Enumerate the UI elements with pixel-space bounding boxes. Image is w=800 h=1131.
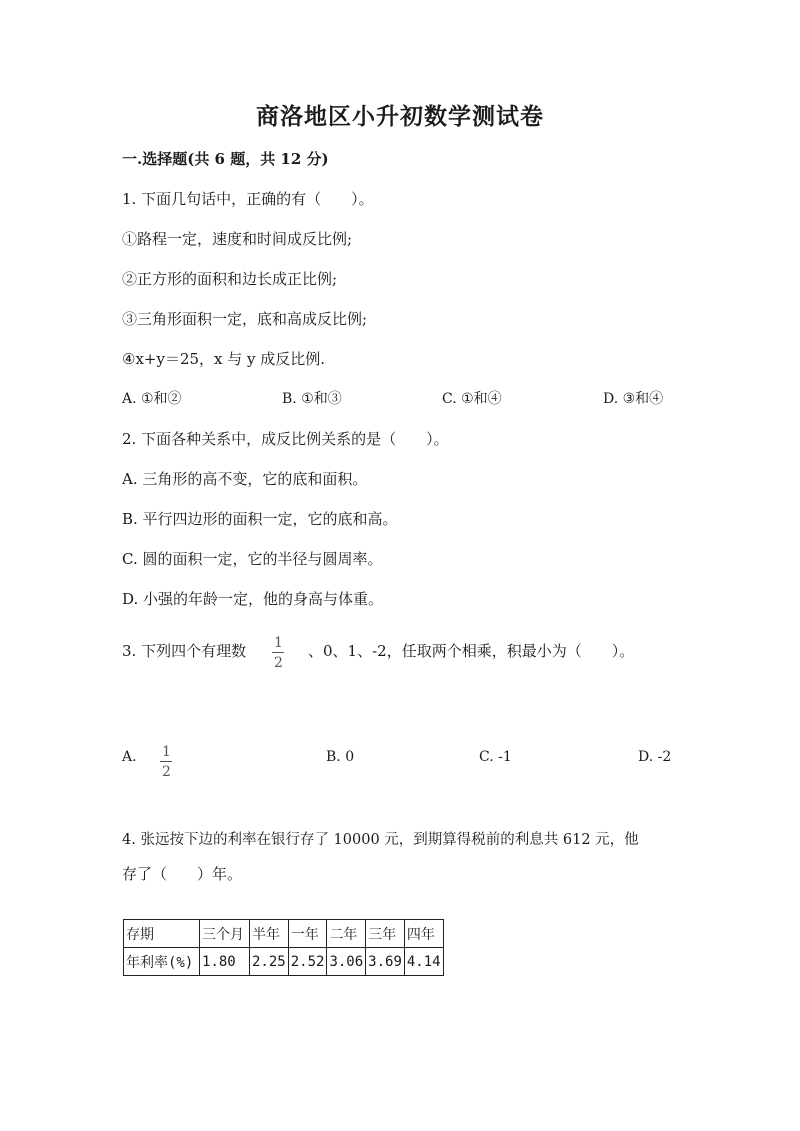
table-cell: 年利率(%)	[124, 948, 200, 976]
question-3-stem-prefix: 3. 下列四个有理数	[122, 642, 247, 660]
table-cell: 半年	[250, 920, 289, 948]
question-1-statement: ④x+y＝25，x 与 y 成反比例.	[122, 350, 326, 368]
question-2-option-b[interactable]: B. 平行四边形的面积一定，它的底和高。	[122, 510, 398, 528]
question-3-option-d[interactable]: D. -2	[638, 749, 672, 765]
question-3-option-c[interactable]: C. -1	[479, 749, 512, 765]
question-1-option-c[interactable]: C. ①和④	[442, 391, 502, 407]
table-cell: 4.14	[404, 948, 443, 976]
fraction-numerator: 1	[274, 635, 283, 651]
question-1-stem: 1. 下面几句话中，正确的有（ ）。	[122, 190, 374, 208]
question-2-option-d[interactable]: D. 小强的年龄一定，他的身高与体重。	[122, 590, 384, 608]
question-1-statement: ②正方形的面积和边长成正比例;	[122, 270, 338, 288]
fraction-numerator: 1	[162, 744, 171, 760]
table-cell: 3.06	[327, 948, 366, 976]
table-cell: 四年	[404, 920, 443, 948]
question-2-stem: 2. 下面各种关系中，成反比例关系的是（ ）。	[122, 430, 449, 448]
question-3-option-a-label[interactable]: A.	[122, 749, 137, 765]
table-cell: 二年	[327, 920, 366, 948]
question-2-option-a[interactable]: A. 三角形的高不变，它的底和面积。	[122, 470, 368, 488]
section-heading: 一.选择题(共 6 题，共 12 分)	[122, 150, 329, 168]
question-1-option-b[interactable]: B. ①和③	[282, 391, 342, 407]
table-row	[124, 948, 444, 976]
question-3-stem-suffix: 、0、1、-2，任取两个相乘，积最小为（ ）。	[308, 642, 635, 660]
question-3-option-a-fraction[interactable]	[160, 741, 173, 779]
question-1-option-d[interactable]: D. ③和④	[603, 391, 664, 407]
question-3-option-b[interactable]: B. 0	[326, 749, 355, 765]
question-4-stem-line-2: 存了（ ）年。	[122, 865, 243, 883]
table-cell: 三年	[366, 920, 405, 948]
table-cell: 1.80	[200, 948, 250, 976]
table-cell: 一年	[288, 920, 327, 948]
question-1-option-a[interactable]: A. ①和②	[122, 391, 182, 407]
table-cell: 2.52	[288, 948, 327, 976]
fraction-denominator: 2	[274, 655, 283, 671]
page-title: 商洛地区小升初数学测试卷	[256, 103, 544, 130]
question-1-statement: ①路程一定，速度和时间成反比例;	[122, 230, 353, 248]
table-cell: 2.25	[250, 948, 289, 976]
interest-rate-table	[123, 919, 444, 976]
table-cell: 存期	[124, 920, 200, 948]
table-header-row	[124, 920, 444, 948]
question-1-statement: ③三角形面积一定，底和高成反比例;	[122, 310, 368, 328]
fraction-denominator: 2	[162, 764, 171, 780]
table-cell: 3.69	[366, 948, 405, 976]
question-4-stem-line-1: 4. 张远按下边的利率在银行存了 10000 元，到期算得税前的利息共 612 元，他	[122, 832, 639, 848]
table-cell: 三个月	[200, 920, 250, 948]
question-2-option-c[interactable]: C. 圆的面积一定，它的半径与圆周率。	[122, 550, 383, 568]
question-3-fraction	[272, 632, 285, 670]
